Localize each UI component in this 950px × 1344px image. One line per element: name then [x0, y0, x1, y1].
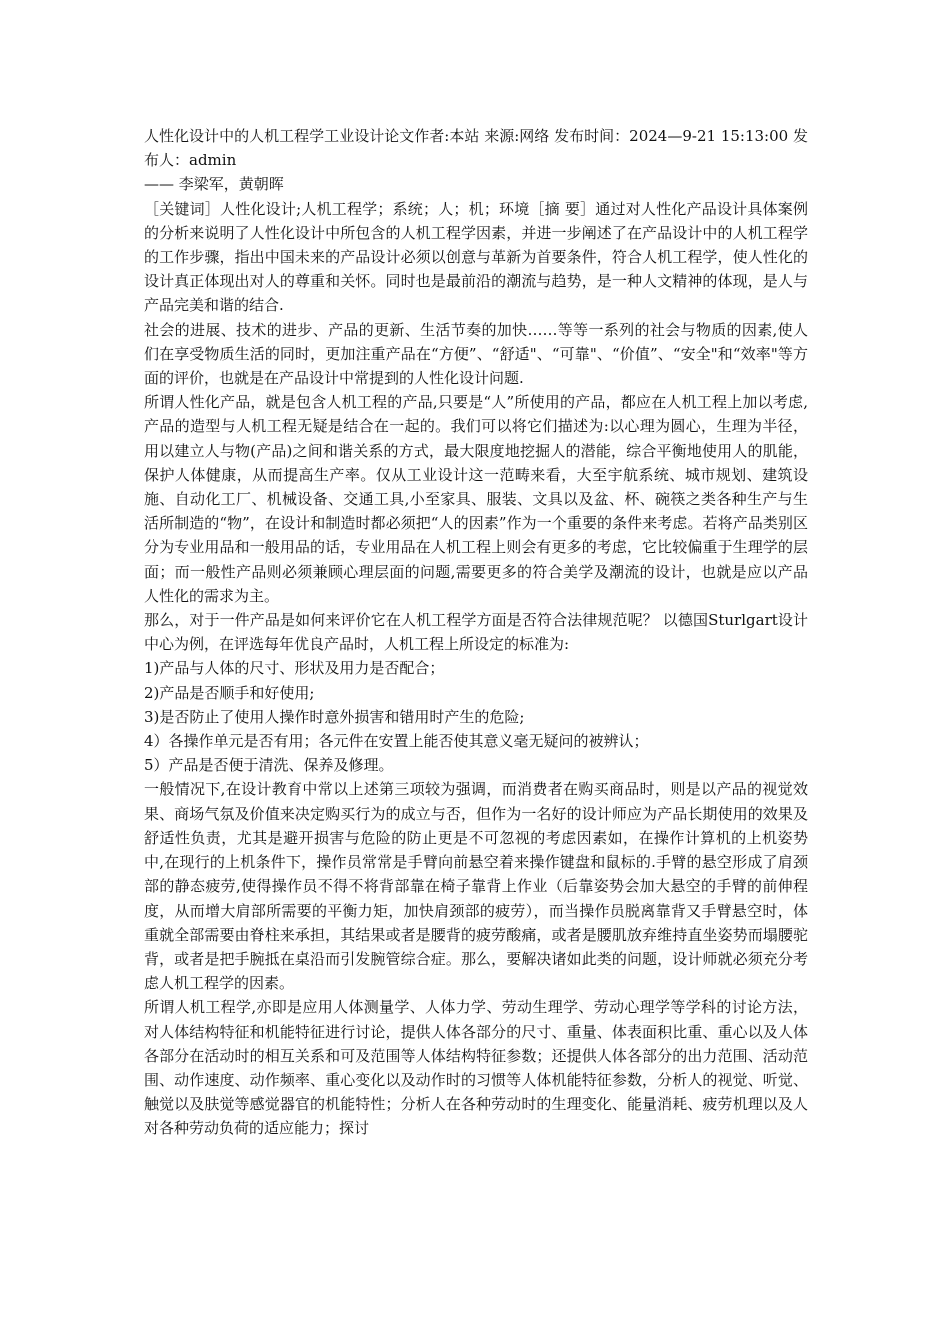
criteria-list-item: 4）各操作单元是否有用；各元件在安置上能否使其意义毫无疑问的被辨认；	[144, 732, 649, 751]
body-paragraph: 社会的进展、技术的进步、产品的更新、生活节奏的加快……等等一系列的社会与物质的因素,使人们在享受物质生活的同时，更加注重产品在“方便”、“舒适"、“可靠"、“价值”、“安全"和“效率"等方面的评价，也就是在产品设计中常提到的人性化设计问题.	[144, 320, 808, 388]
document-header: 人性化设计中的人机工程学工业设计论文作者:本站 来源:网络 发布时间：2024—9-21 15:13:00 发布人：admin	[144, 127, 808, 170]
body-paragraph: 所谓人性化产品，就是包含人机工程的产品,只要是“人”所使用的产品，都应在人机工程上加以考虑,产品的造型与人机工程无疑是结合在一起的。我们可以将它们描述为:以心理为圆心，生理为半径，用以建立人与物(产品)之间和谐关系的方式，最大限度地挖掘人的潜能，综合平衡地使用人的肌能，保护人体健康，从而提高生产率。仅从工业设计这一范畴来看，大至宇航系统、城市规划、建筑设施、自动化工厂、机械设备、交通工具,小至家具、服装、文具以及盆、杯、碗筷之类各种生产与生活所制造的“物”，在设计和制造时都必须把“人的因素”作为一个重要的条件来考虑。若将产品类别区分为专业用品和一般用品的话，专业用品在人机工程上则会有更多的考虑，它比较偏重于生理学的层面；而一般性产品则必须兼顾心理层面的问题,需要更多的符合美学及潮流的设计，也就是应以产品人性化的需求为主。	[144, 393, 808, 605]
body-paragraph: 一般情况下,在设计教育中常以上述第三项较为强调，而消费者在购买商品时，则是以产品的视觉效果、商场气氛及价值来决定购买行为的成立与否，但作为一名好的设计师应为产品长期使用的效果及舒适性负责，尤其是避开损害与危险的防止更是不可忽视的考虑因素如，在操作计算机的上机姿势中,在现行的上机条件下，操作员常常是手臂向前悬空着来操作键盘和鼠标的.手臂的悬空形成了肩颈部的静态疲劳,使得操作员不得不将背部靠在椅子靠背上作业（后靠姿势会加大悬空的手臂的前伸程度，从而增大肩部所需要的平衡力矩，加快肩颈部的疲劳），而当操作员脱离靠背又手臂悬空时，体重就全部需要由脊柱来承担，其结果或者是腰背的疲劳酸痛，或者是腰肌放弃维持直坐姿势而塌腰驼背，或者是把手腕抵在桌沿而引发腕管综合症。那么，要解决诸如此类的问题，设计师就必须充分考虑人机工程学的因素。	[144, 780, 808, 993]
document-author: —— 李梁军，黄朝晖	[144, 175, 284, 194]
criteria-list-item: 1)产品与人体的尺寸、形状及用力是否配合；	[144, 659, 445, 678]
keywords-abstract-paragraph: ［关键词］人性化设计;人机工程学；系统；人；机；环境［摘 要］通过对人性化产品设计具体案例的分析来说明了人性化设计中所包含的人机工程学因素，并进一步阐述了在产品设计中的人机工程学的工作步骤，指出中国未来的产品设计必须以创意与革新为首要条件，符合人机工程学，使人性化的设计真正体现出对人的尊重和关怀。同时也是最前沿的潮流与趋势，是一种人文精神的体现，是人与产品完美和谐的结合.	[144, 199, 808, 315]
criteria-list-item: 3)是否防止了使用人操作时意外损害和错用时产生的危险;	[144, 707, 525, 726]
criteria-list-item: 2)产品是否顺手和好使用;	[144, 683, 315, 702]
document-page	[144, 124, 808, 1141]
body-paragraph: 那么，对于一件产品是如何来评价它在人机工程学方面是否符合法律规范呢？ 以德国Sturlgart设计中心为例，在评选每年优良产品时，人机工程上所设定的标准为:	[144, 611, 808, 654]
body-paragraph: 所谓人机工程学,亦即是应用人体测量学、人体力学、劳动生理学、劳动心理学等学科的讨论方法，对人体结构特征和机能特征进行讨论，提供人体各部分的尺寸、重量、体表面积比重、重心以及人体各部分在活动时的相互关系和可及范围等人体结构特征参数；还提供人体各部分的出力范围、活动范围、动作速度、动作频率、重心变化以及动作时的习惯等人体机能特征参数，分析人的视觉、听觉、触觉以及肤觉等感觉器官的机能特性；分析人在各种劳动时的生理变化、能量消耗、疲劳机理以及人对各种劳动负荷的适应能力；探讨	[144, 998, 808, 1138]
criteria-list-item: 5）产品是否便于清洗、保养及修理。	[144, 756, 394, 775]
